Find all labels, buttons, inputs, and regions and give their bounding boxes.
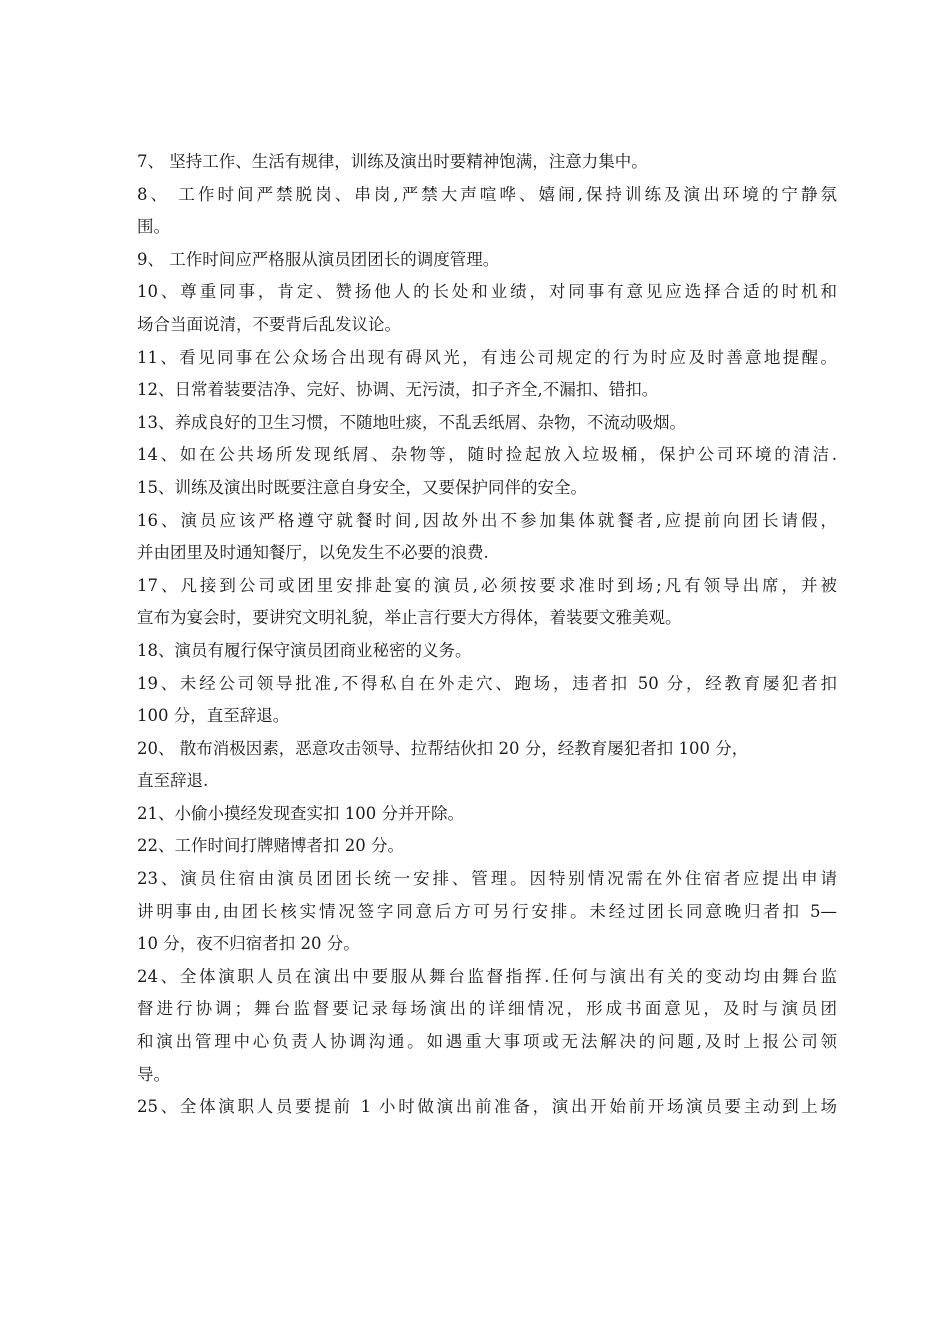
text-line: 100 分，直至辞退。 — [137, 706, 290, 726]
text-line: 20、 散布消极因素，恶意攻击领导、拉帮结伙扣 20 分，经教育屡犯者扣 100 分， — [137, 738, 749, 758]
text-line: 12、日常着装要洁净、完好、协调、无污渍，扣子齐全,不漏扣、错扣。 — [137, 380, 659, 400]
text-line: 16、演员应该严格遵守就餐时间,因故外出不参加集体就餐者,应提前向团长请假， — [137, 510, 837, 530]
text-line: 场合当面说清，不要背后乱发议论。 — [137, 314, 401, 334]
document-body — [137, 146, 837, 1124]
text-line: 17、凡接到公司或团里安排赴宴的演员,必须按要求准时到场;凡有领导出席，并被 — [137, 575, 837, 595]
text-line: 19、未经公司领导批准,不得私自在外走穴、跑场，违者扣 50 分，经教育屡犯者扣 — [137, 673, 837, 693]
text-line: 15、训练及演出时既要注意自身安全，又要保护同伴的安全。 — [137, 477, 587, 497]
text-line: 25、全体演职人员要提前 1 小时做演出前准备，演出开始前开场演员要主动到上场 — [137, 1097, 837, 1117]
text-line: 7、 坚持工作、生活有规律，训练及演出时要精神饱满，注意力集中。 — [137, 152, 648, 171]
text-line: 宣布为宴会时，要讲究文明礼貌，举止言行要大方得体，着装要文雅美观。 — [137, 608, 682, 628]
text-line: 9、 工作时间应严格服从演员团团长的调度管理。 — [137, 249, 500, 269]
text-line: 和演出管理中心负责人协调沟通。如遇重大事项或无法解决的问题,及时上报公司领 — [137, 1032, 837, 1052]
text-line: 督进行协调；舞台监督要记录每场演出的详细情况，形成书面意见，及时与演员团 — [137, 999, 837, 1019]
text-line: 围。 — [137, 217, 170, 237]
text-line: 11、看见同事在公众场合出现有碍风光，有违公司规定的行为时应及时善意地提醒。 — [137, 347, 837, 367]
text-line: 导。 — [137, 1064, 170, 1084]
text-line: 14、如在公共场所发现纸屑、杂物等，随时捡起放入垃圾桶，保护公司环境的清洁. — [137, 445, 837, 465]
text-line: 22、工作时间打牌赌博者扣 20 分。 — [137, 836, 404, 856]
text-line: 并由团里及时通知餐厅，以免发生不必要的浪费. — [137, 543, 489, 563]
text-line: 21、小偷小摸经发现查实扣 100 分并开除。 — [137, 803, 464, 823]
text-line: 10、尊重同事，肯定、赞扬他人的长处和业绩，对同事有意见应选择合适的时机和 — [137, 282, 837, 302]
text-line: 8、 工作时间严禁脱岗、串岗,严禁大声喧哗、嬉闹,保持训练及演出环境的宁静氛 — [137, 184, 837, 204]
text-line: 13、养成良好的卫生习惯，不随地吐痰，不乱丢纸屑、杂物，不流动吸烟。 — [137, 412, 686, 432]
text-line: 18、演员有履行保守演员团商业秘密的义务。 — [137, 640, 472, 660]
text-line: 直至辞退. — [137, 771, 209, 791]
text-line: 23、演员住宿由演员团团长统一安排、管理。因特别情况需在外住宿者应提出申请 — [137, 869, 837, 889]
text-line: 讲明事由,由团长核实情况签字同意后方可另行安排。未经过团长同意晚归者扣 5— — [137, 901, 837, 921]
text-line: 10 分，夜不归宿者扣 20 分。 — [137, 934, 360, 954]
text-line: 24、全体演职人员在演出中要服从舞台监督指挥.任何与演出有关的变动均由舞台监 — [137, 966, 837, 986]
